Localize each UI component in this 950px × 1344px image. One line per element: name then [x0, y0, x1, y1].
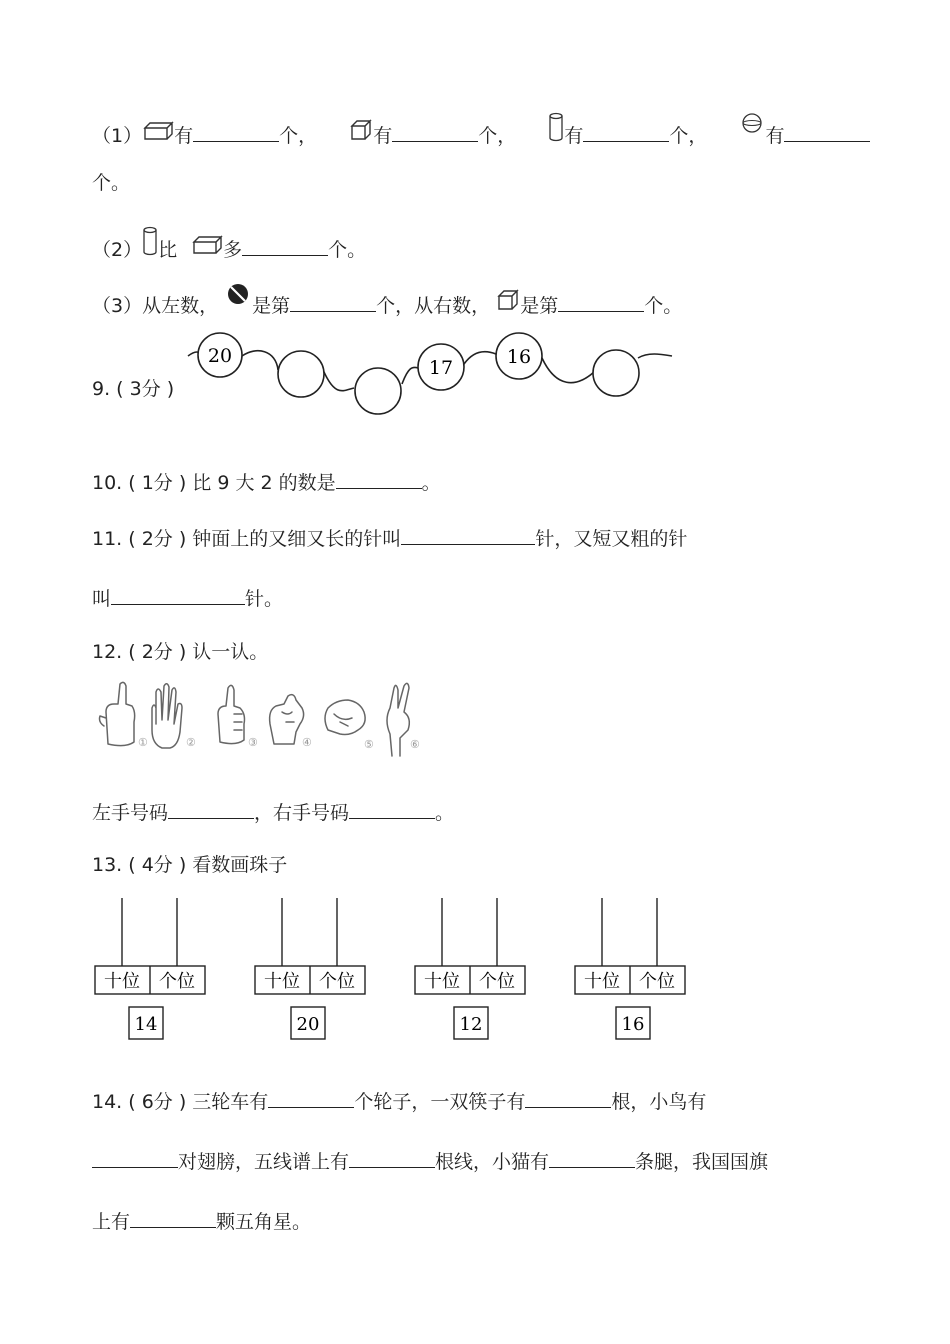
q12-title: 12. ( 2分 ) 认一认。 — [92, 641, 269, 663]
q8-part3: （3）从左数， 是第 个，从右数， 是第 个。 — [92, 282, 682, 319]
q8-part1-line2: 个。 — [92, 172, 131, 194]
q14-line3: 上有 颗五角星。 — [92, 1207, 311, 1235]
q10: 10. ( 1分 ) 比 9 大 2 的数是 。 — [92, 468, 441, 496]
blank-cube-count[interactable] — [392, 121, 478, 142]
blank-tricycle-wheels[interactable] — [268, 1087, 354, 1108]
q11-line2: 叫 针。 — [92, 584, 283, 612]
hand-6 — [387, 683, 409, 756]
abacus-number: 16 — [621, 1014, 645, 1035]
hand-number-4: ④ — [302, 736, 312, 749]
bead-3[interactable] — [355, 368, 401, 414]
q12-answer-line: 左手号码 ，右手号码 。 — [92, 798, 454, 826]
q11-line1: 11. ( 2分 ) 钟面上的又细又长的针叫 针，又短又粗的针 — [92, 524, 687, 552]
blank-cat-legs[interactable] — [549, 1147, 635, 1168]
blank-long-hand[interactable] — [401, 524, 535, 545]
cube-icon — [349, 118, 373, 149]
abacus-4[interactable] — [574, 898, 686, 1044]
bead-number-4: 17 — [428, 357, 454, 379]
blank-cylinder-count[interactable] — [583, 121, 669, 142]
ones-label: 个位 — [319, 971, 355, 992]
ones-label: 个位 — [639, 971, 675, 992]
abacus-2[interactable] — [254, 898, 366, 1044]
abacus-number: 12 — [459, 1014, 483, 1035]
cuboid-icon — [142, 120, 174, 149]
sphere-icon — [739, 112, 765, 149]
number-string-diagram — [186, 328, 686, 424]
ball-icon — [224, 282, 252, 319]
hand-number-3: ③ — [248, 736, 258, 749]
tens-label: 十位 — [424, 971, 460, 992]
ones-label: 个位 — [159, 971, 195, 992]
abacus-number: 20 — [296, 1014, 320, 1035]
hand-5 — [325, 700, 365, 735]
bead-number-1: 20 — [207, 345, 233, 367]
tens-label: 十位 — [264, 971, 300, 992]
hand-2 — [152, 684, 182, 748]
cube-icon — [496, 288, 520, 319]
blank-right-hand-numbers[interactable] — [349, 798, 435, 819]
cylinder-icon — [548, 112, 564, 149]
q13-title: 13. ( 4分 ) 看数画珠子 — [92, 854, 288, 876]
q14-line1: 14. ( 6分 ) 三轮车有 个轮子，一双筷子有 根，小鸟有 — [92, 1087, 706, 1115]
hands-picture — [96, 678, 426, 760]
bead-2[interactable] — [278, 351, 324, 397]
abacus-1[interactable] — [94, 898, 206, 1044]
hand-3 — [218, 685, 245, 743]
hand-4 — [270, 695, 304, 744]
bead-5 — [496, 333, 542, 379]
blank-sphere-count[interactable] — [784, 121, 870, 142]
hand-number-6: ⑥ — [410, 738, 420, 751]
q8-part2: （2） 比 多 个。 — [92, 226, 366, 263]
bead-number-5: 16 — [506, 346, 532, 368]
blank-flag-stars[interactable] — [130, 1207, 216, 1228]
q9-label: 9. ( 3分 ) — [92, 378, 175, 400]
hand-number-1: ① — [138, 736, 148, 749]
blank-bird-wings[interactable] — [92, 1147, 178, 1168]
q8-part1-line1: （1） 有 个， 有 个， 有 个， 有 — [92, 112, 870, 149]
q14-line2: 对翅膀，五线谱上有 根线，小猫有 条腿，我国国旗 — [92, 1147, 768, 1175]
bead-6[interactable] — [593, 350, 639, 396]
bead-4 — [418, 344, 464, 390]
hand-number-2: ② — [186, 736, 196, 749]
cylinder-icon — [142, 226, 158, 263]
blank-staff-lines[interactable] — [349, 1147, 435, 1168]
blank-left-hand-numbers[interactable] — [168, 798, 254, 819]
hand-number-5: ⑤ — [364, 738, 374, 751]
blank-cuboid-count[interactable] — [193, 121, 279, 142]
bead-1 — [198, 333, 242, 377]
ones-label: 个位 — [479, 971, 515, 992]
blank-q10-answer[interactable] — [336, 468, 422, 489]
blank-difference[interactable] — [242, 235, 328, 256]
abacus-number: 14 — [134, 1014, 158, 1035]
tens-label: 十位 — [584, 971, 620, 992]
blank-short-hand[interactable] — [111, 584, 245, 605]
tens-label: 十位 — [104, 971, 140, 992]
abacus-3[interactable] — [414, 898, 526, 1044]
blank-chopsticks[interactable] — [525, 1087, 611, 1108]
blank-cube-position[interactable] — [558, 291, 644, 312]
cuboid-icon — [191, 234, 223, 263]
blank-ball-position[interactable] — [290, 291, 376, 312]
hand-1 — [100, 682, 135, 745]
